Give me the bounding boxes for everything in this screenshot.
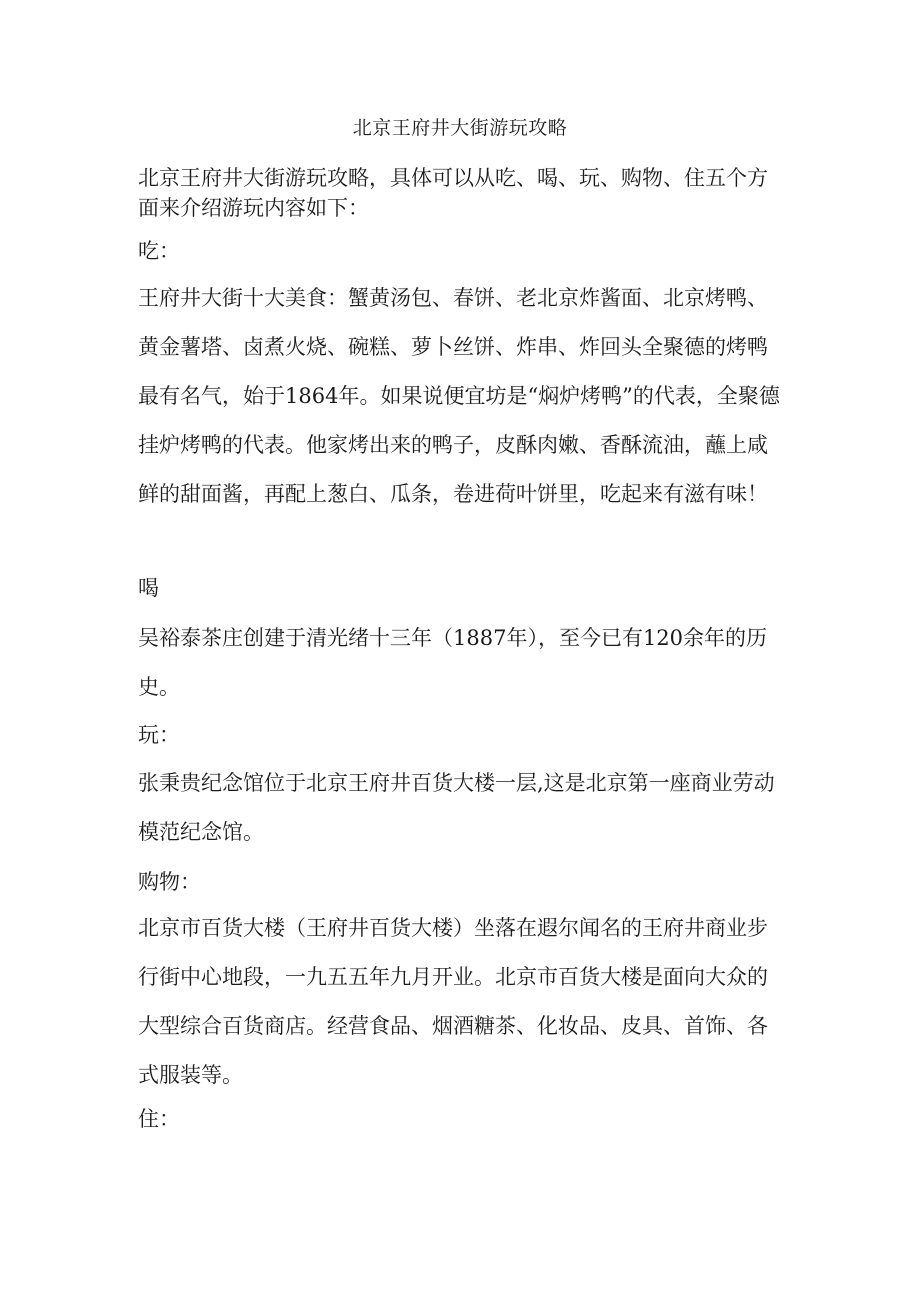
section-heading-shopping: 购物： bbox=[138, 870, 201, 894]
section-heading-play: 玩： bbox=[138, 723, 180, 747]
section-heading-drink: 喝 bbox=[138, 576, 159, 600]
section-text-play: 张秉贵纪念馆位于北京王府井百货大楼一层,这是北京第一座商业劳动模范纪念馆。 bbox=[138, 771, 775, 844]
section-text-shopping: 北京市百货大楼（王府井百货大楼）坐落在遐尔闻名的王府井商业步行街中心地段，一九五五年九月开业。北京市百货大楼是面向大众的大型综合百货商店。经营食品、烟酒糖茶、化妆品、皮具、首饰、各式服装等。 bbox=[138, 916, 768, 1087]
section-heading-stay: 住： bbox=[138, 1107, 180, 1131]
document-title: 北京王府井大街游玩攻略 bbox=[352, 117, 568, 139]
section-text-drink: 吴裕泰茶庄创建于清光绪十三年（1887年），至今已有120余年的历史。 bbox=[138, 626, 768, 699]
section-text-eat: 王府井大街十大美食：蟹黄汤包、春饼、老北京炸酱面、北京烤鸭、黄金薯塔、卤煮火烧、碗糕、萝卜丝饼、炸串、炸回头全聚德的烤鸭最有名气，始于1864年。如果说便宜坊是“焖炉烤鸭”的代表，全聚德挂炉烤鸭的代表。他家烤出来的鸭子，皮酥肉嫩、香酥流油，蘸上咸鲜的甜面酱，再配上葱白、瓜条，卷进荷叶饼里，吃起来有滋有味！ bbox=[138, 286, 780, 506]
section-heading-eat: 吃： bbox=[138, 239, 180, 263]
intro-paragraph: 北京王府井大街游玩攻略，具体可以从吃、喝、玩、购物、住五个方面来介绍游玩内容如下： bbox=[138, 166, 768, 220]
